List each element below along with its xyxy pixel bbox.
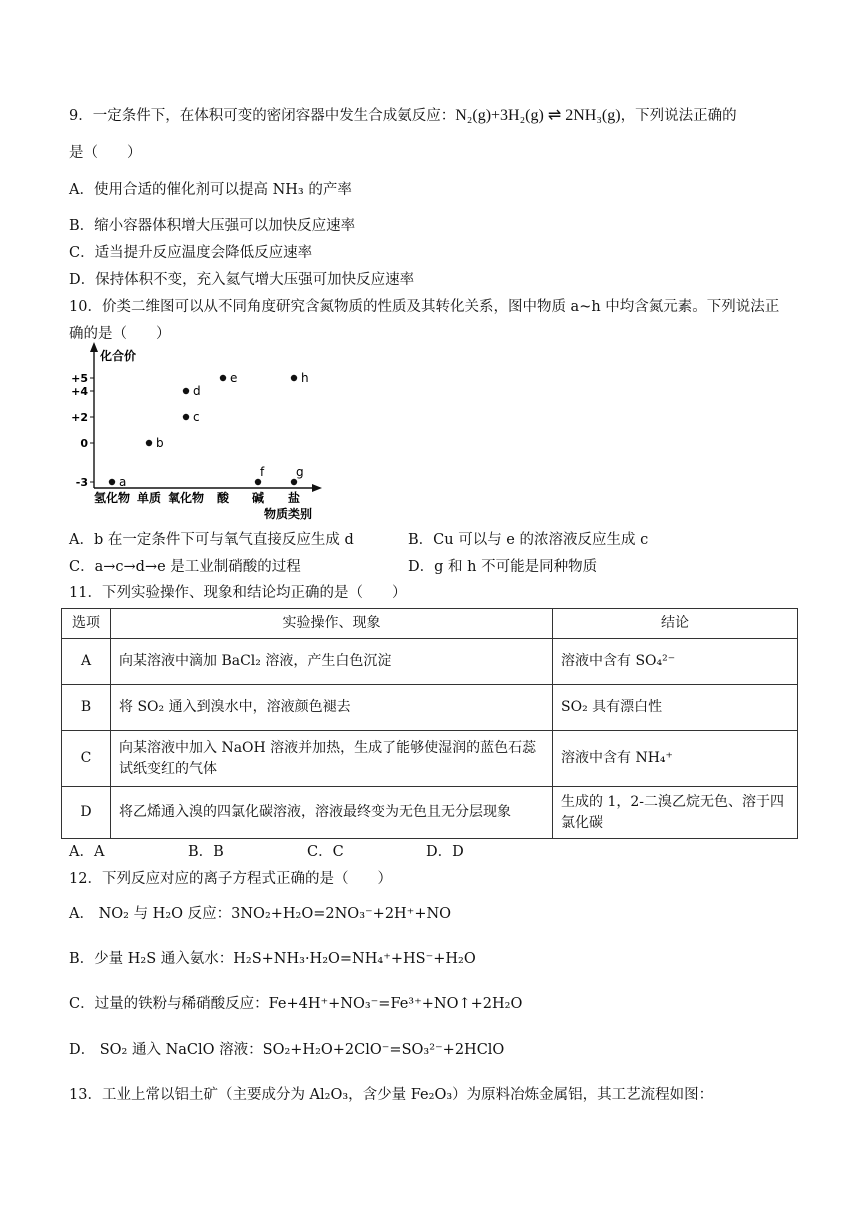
y-axis-label: 化合价 (100, 349, 137, 363)
y-tick-label: +5 (71, 372, 88, 385)
q10-option-d: D．g 和 h 不可能是同种物质 (408, 559, 598, 575)
q11-choice-d: D．D (426, 844, 464, 860)
data-point-g (291, 479, 297, 485)
y-tick-label: -3 (75, 476, 88, 489)
row-option: D (62, 787, 111, 839)
q9-stem (69, 106, 737, 126)
data-point-label: g (296, 465, 304, 479)
q10-stem: 10．价类二维图可以从不同角度研究含氮物质的性质及其转化关系，图中物质 a~h 中均含氮元素。下列说法正 (69, 299, 780, 315)
data-point-b (146, 440, 152, 446)
q11-choice-c: C．C (307, 844, 344, 860)
data-point-label: b (156, 436, 164, 450)
header-operation: 实验操作、现象 (111, 609, 553, 639)
table-row (62, 685, 798, 731)
data-point-label: e (230, 371, 238, 385)
x-axis-label: 物质类别 (264, 507, 313, 521)
q11-choice-a: A．A (69, 844, 105, 860)
data-point-c (183, 414, 189, 420)
y-tick-label: 0 (80, 437, 88, 450)
q9-option-a: A．使用合适的催化剂可以提高 NH₃ 的产率 (69, 182, 352, 198)
header-option: 选项 (62, 609, 111, 639)
x-category-label: 盐 (287, 491, 301, 505)
y-tick-label: +4 (71, 385, 88, 398)
data-point-e (220, 375, 226, 381)
row-conclusion: 溶液中含有 NH₄⁺ (553, 731, 798, 787)
data-point-label: c (193, 410, 200, 424)
q12-option-d: D． SO₂ 通入 NaClO 溶液：SO₂+H₂O+2ClO⁻=SO₃²⁻+2HClO (69, 1042, 505, 1058)
table-row (62, 639, 798, 685)
x-category-label: 氢化物 (93, 491, 131, 505)
q12-option-a: A． NO₂ 与 H₂O 反应：3NO₂+H₂O=2NO₃⁻+2H⁺+NO (69, 906, 452, 922)
q12-option-b: B．少量 H₂S 通入氨水：H₂S+NH₃·H₂O=NH₄⁺+HS⁻+H₂O (69, 951, 476, 967)
q11-choice-b: B．B (188, 844, 224, 860)
row-conclusion: 生成的 1，2-二溴乙烷无色、溶于四氯化碳 (553, 787, 798, 839)
q13-stem: 13．工业上常以铝土矿（主要成分为 Al₂O₃，含少量 Fe₂O₃）为原料冶炼金属铝，其工艺流程如图： (69, 1087, 714, 1103)
data-point-label: a (119, 475, 127, 489)
q12-stem: 12．下列反应对应的离子方程式正确的是（ ） (69, 871, 392, 887)
table-header-row (62, 609, 798, 639)
data-point-label: f (260, 465, 265, 479)
x-axis-arrow (312, 484, 322, 492)
valence-category-chart (68, 340, 328, 525)
header-conclusion: 结论 (553, 609, 798, 639)
q9-stem-end: 是（ ） (69, 145, 142, 161)
q9-option-c: C．适当提升反应温度会降低反应速率 (69, 245, 313, 261)
q9-stem-tail: ，下列说法正确的 (620, 108, 737, 124)
x-category-label: 氧化物 (167, 491, 205, 505)
data-point-h (291, 375, 297, 381)
y-axis-arrow (90, 342, 98, 352)
row-operation: 向某溶液中加入 NaOH 溶液并加热，生成了能够使湿润的蓝色石蕊试纸变红的气体 (111, 731, 553, 787)
q9-equation: N₂(g)+3H₂(g) ⇌ 2NH₃(g) (455, 107, 621, 124)
q10-stem-end: 确的是（ ） (69, 326, 171, 342)
row-conclusion: SO₂ 具有漂白性 (553, 685, 798, 731)
row-operation: 将乙烯通入溴的四氯化碳溶液，溶液最终变为无色且无分层现象 (111, 787, 553, 839)
table-row (62, 731, 798, 787)
row-option: C (62, 731, 111, 787)
data-point-d (183, 388, 189, 394)
x-category-label: 酸 (216, 491, 230, 505)
y-tick-label: +2 (71, 411, 88, 424)
row-operation: 向某溶液中滴加 BaCl₂ 溶液，产生白色沉淀 (111, 639, 553, 685)
row-conclusion: 溶液中含有 SO₄²⁻ (553, 639, 798, 685)
data-point-a (109, 479, 115, 485)
q10-option-a: A．b 在一定条件下可与氧气直接反应生成 d (69, 532, 354, 548)
x-category-label: 单质 (136, 491, 162, 505)
q9-option-d: D．保持体积不变，充入氦气增大压强可加快反应速率 (69, 272, 415, 288)
q10-option-c: C．a→c→d→e 是工业制硝酸的过程 (69, 559, 301, 575)
experiment-table (61, 608, 798, 839)
q9-option-b: B．缩小容器体积增大压强可以加快反应速率 (69, 218, 356, 234)
q9-stem-text: 9．一定条件下，在体积可变的密闭容器中发生合成氨反应： (69, 108, 456, 124)
data-point-label: h (301, 371, 309, 385)
row-operation: 将 SO₂ 通入到溴水中，溶液颜色褪去 (111, 685, 553, 731)
data-point-label: d (193, 384, 201, 398)
table-row (62, 787, 798, 839)
q11-stem: 11．下列实验操作、现象和结论均正确的是（ ） (69, 585, 407, 601)
data-point-f (255, 479, 261, 485)
x-category-label: 碱 (251, 491, 265, 505)
q12-option-c: C．过量的铁粉与稀硝酸反应：Fe+4H⁺+NO₃⁻=Fe³⁺+NO↑+2H₂O (69, 996, 523, 1012)
row-option: A (62, 639, 111, 685)
row-option: B (62, 685, 111, 731)
q10-option-b: B．Cu 可以与 e 的浓溶液反应生成 c (408, 532, 649, 548)
